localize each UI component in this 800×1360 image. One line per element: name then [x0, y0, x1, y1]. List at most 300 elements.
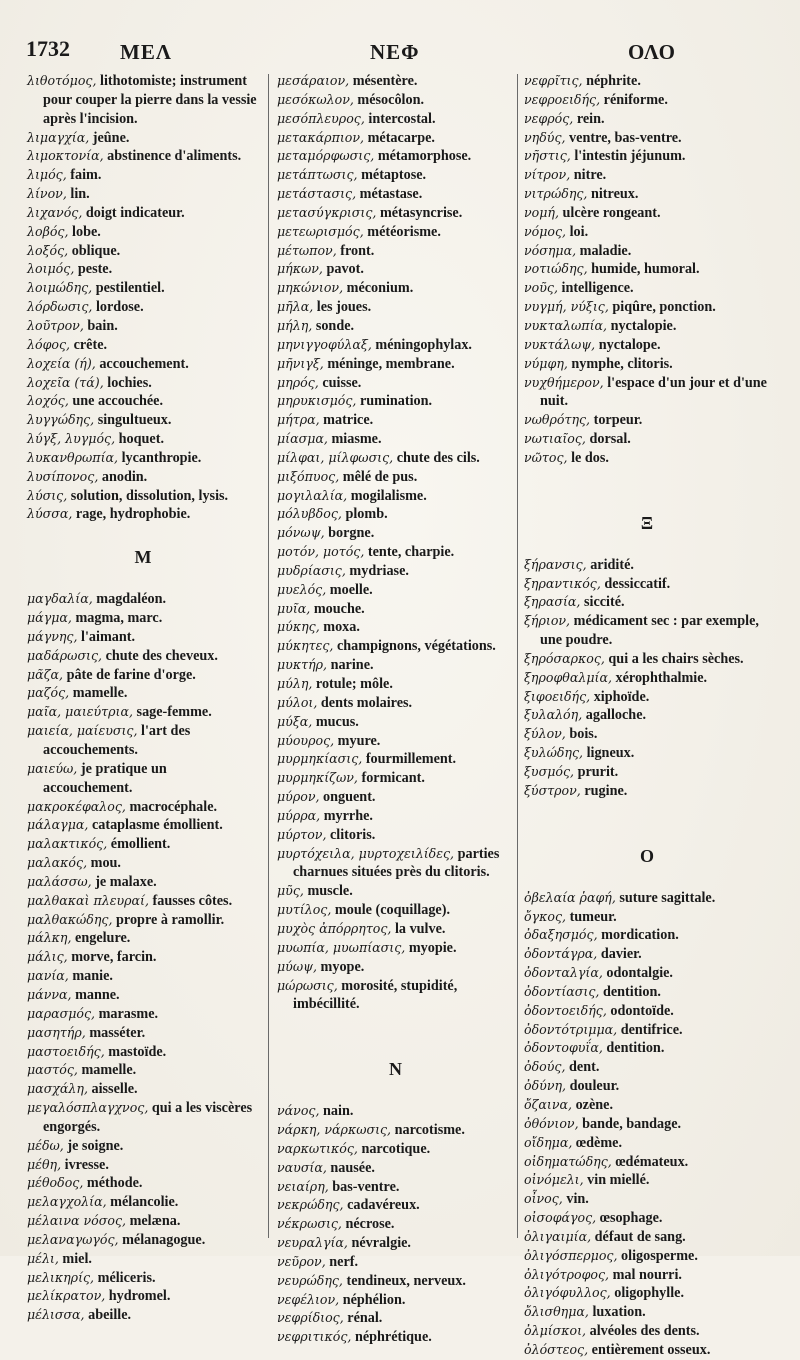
french-definition: alvéoles des dents. — [589, 1323, 700, 1340]
dictionary-entry — [277, 355, 514, 374]
dictionary-entry — [27, 929, 259, 948]
greek-term: ξηροφθαλμία, — [524, 669, 612, 685]
greek-term: νυχθήμερον, — [524, 374, 604, 390]
french-definition: défaut de sang. — [594, 1228, 686, 1245]
greek-term: λύσις, — [27, 487, 68, 503]
french-definition: néphrite. — [586, 73, 641, 89]
french-definition: agalloche. — [585, 707, 647, 724]
french-definition: borgne. — [328, 525, 375, 542]
greek-term: μηνιγγοφύλαξ, — [277, 336, 372, 352]
greek-term: μιξόπυος, — [277, 468, 340, 484]
french-definition: entièrement osseux. — [591, 1341, 711, 1358]
greek-term: μυωπία, μυωπίασις, — [277, 939, 406, 955]
greek-term: μέθοδος, — [27, 1175, 84, 1191]
french-definition: mamelle. — [81, 1062, 137, 1079]
french-definition: mogilalisme. — [350, 487, 427, 504]
greek-term: ὀδύνη, — [524, 1078, 567, 1094]
dictionary-entry — [524, 744, 770, 763]
french-definition: une accouchée. — [72, 393, 164, 410]
dictionary-entry — [27, 468, 259, 487]
french-definition: siccité. — [583, 594, 625, 611]
dictionary-entry — [277, 298, 514, 317]
dictionary-entry — [277, 1196, 514, 1215]
dictionary-entry — [524, 908, 770, 927]
greek-term: μαρασμός, — [27, 1005, 96, 1021]
dictionary-entry — [277, 449, 514, 468]
greek-term: μίασμα, — [277, 431, 328, 447]
greek-term: λοχεία (ή), — [27, 355, 96, 371]
french-definition: miel. — [62, 1250, 92, 1267]
dictionary-entry — [27, 242, 259, 261]
section-letter: O — [639, 845, 654, 866]
greek-term: μυδρίασις, — [277, 562, 346, 578]
dictionary-entry — [27, 1080, 259, 1099]
dictionary-entry — [27, 798, 259, 817]
french-definition: piqûre, ponction. — [612, 299, 716, 316]
french-definition: magma, marc. — [75, 610, 163, 627]
dictionary-entry — [27, 1212, 259, 1231]
dictionary-entry — [27, 703, 259, 722]
greek-term: μύλοι, — [277, 694, 318, 710]
french-definition: nyctalopie. — [610, 317, 677, 334]
dictionary-entry — [27, 298, 259, 317]
french-definition: qui a les viscères engorgés. — [43, 1100, 253, 1135]
greek-term: μυρμηκίζων, — [277, 770, 358, 786]
greek-term: ξηρόσαρκος, — [524, 650, 605, 666]
french-definition: nymphe, clitoris. — [571, 355, 673, 372]
greek-term: νεφέλιον, — [277, 1291, 340, 1307]
dictionary-entry — [524, 1284, 770, 1303]
greek-term: μελαγχολία, — [27, 1194, 107, 1210]
dictionary-entry — [27, 166, 259, 185]
dictionary-entry — [524, 1266, 770, 1285]
dictionary-entry — [524, 650, 770, 669]
dictionary-entry — [27, 590, 259, 609]
greek-term: οἰδηματώδης, — [524, 1153, 612, 1169]
greek-term: μέδω, — [27, 1137, 64, 1153]
greek-term: νῶτος, — [524, 449, 568, 465]
dictionary-entry — [27, 411, 259, 430]
french-definition: parties charnues situées près du clitoris. — [293, 845, 500, 881]
dictionary-entry — [277, 147, 514, 166]
dictionary-entry — [277, 637, 514, 656]
french-definition: narcotique. — [361, 1140, 431, 1157]
french-definition: loi. — [569, 223, 589, 240]
dictionary-entry — [27, 487, 259, 506]
dictionary-entry — [277, 901, 514, 920]
page-number: 1732 — [26, 36, 70, 61]
greek-term: μαστός, — [27, 1062, 78, 1078]
french-definition: je soigne. — [67, 1137, 124, 1154]
dictionary-entry — [524, 91, 770, 110]
greek-term: μελίκρατον, — [27, 1288, 106, 1304]
french-definition: émollient. — [110, 836, 171, 853]
french-definition: bois. — [569, 726, 598, 743]
greek-term: ξυλαλόη, — [524, 707, 583, 723]
greek-term: μύωψ, — [277, 958, 317, 974]
french-definition: la vulve. — [394, 920, 446, 937]
greek-term: μήλη, — [277, 317, 313, 333]
french-definition: méconium. — [346, 280, 414, 297]
dictionary-entry — [27, 430, 259, 449]
french-definition: ulcère rongeant. — [562, 204, 661, 221]
dictionary-entry — [277, 279, 514, 298]
greek-term: ξύστρον, — [524, 782, 581, 798]
french-definition: pâte de farine d'orge. — [66, 666, 196, 683]
dictionary-entry — [277, 750, 514, 769]
greek-term: μεγαλόσπλαγχνος, — [27, 1100, 149, 1116]
french-definition: luxation. — [592, 1304, 646, 1321]
french-definition: pavot. — [326, 261, 364, 278]
greek-term: ξηρασία, — [524, 594, 581, 610]
french-definition: mamelle. — [72, 685, 128, 702]
french-definition: aridité. — [590, 556, 634, 573]
dictionary-entry — [27, 185, 259, 204]
greek-term: μώρωσις, — [277, 977, 338, 993]
french-definition: intelligence. — [561, 280, 634, 297]
greek-term: μυελός, — [277, 581, 327, 597]
french-definition: suture sagittale. — [619, 889, 716, 906]
greek-term: ὀδοντοειδής, — [524, 1002, 607, 1018]
dictionary-entry — [27, 72, 259, 129]
french-definition: davier. — [600, 946, 642, 963]
greek-term: μύρον, — [277, 789, 320, 805]
dictionary-entry — [27, 1005, 259, 1024]
dictionary-entry — [277, 882, 514, 901]
greek-term: νεκρώδης, — [277, 1197, 344, 1213]
dictionary-entry — [524, 242, 770, 261]
dictionary-entry — [277, 505, 514, 524]
greek-term: νοῦς, — [524, 280, 558, 296]
french-definition: clitoris. — [330, 826, 376, 843]
greek-term: μάλαγμα, — [27, 817, 89, 833]
dictionary-entry — [524, 1303, 770, 1322]
dictionary-entry — [524, 964, 770, 983]
french-definition: l'art des accouchements. — [43, 723, 191, 758]
dictionary-entry — [277, 675, 514, 694]
greek-term: νάνος, — [277, 1103, 320, 1119]
greek-term: μάγμα, — [27, 610, 72, 626]
greek-term: νομή, — [524, 204, 559, 220]
dictionary-entry — [524, 1153, 770, 1172]
greek-term: λοῦτρον, — [27, 317, 84, 333]
greek-term: ὀδούς, — [524, 1059, 566, 1075]
left-running-head: ΜΕΛ — [120, 40, 172, 64]
greek-term: μηρός, — [277, 374, 319, 390]
french-definition: manne. — [75, 986, 120, 1003]
french-definition: dentition. — [606, 1040, 665, 1057]
french-definition: lycanthropie. — [121, 449, 202, 466]
greek-term: λόρδωσις, — [27, 299, 93, 315]
greek-term: μυτίλος, — [277, 902, 332, 918]
dictionary-entry — [524, 593, 770, 612]
french-definition: cataplasme émollient. — [91, 817, 223, 834]
dictionary-entry — [277, 1178, 514, 1197]
dictionary-entry — [524, 1134, 770, 1153]
greek-term: ὀλιγόσπερμος, — [524, 1247, 618, 1263]
dictionary-entry — [27, 260, 259, 279]
dictionary-entry — [524, 556, 770, 575]
french-definition: muscle. — [307, 883, 353, 900]
dictionary-entry — [277, 1121, 514, 1140]
french-definition: solution, dissolution, lysis. — [70, 487, 229, 504]
dictionary-entry — [27, 204, 259, 223]
dictionary-entry — [27, 1231, 259, 1250]
dictionary-entry — [27, 1024, 259, 1043]
greek-term: μῦς, — [277, 883, 304, 899]
dictionary-entry — [277, 581, 514, 600]
section-letter: Ξ — [640, 512, 654, 533]
dictionary-entry — [27, 1306, 259, 1325]
greek-term: μήκων, — [277, 261, 323, 277]
french-definition: métacarpe. — [367, 129, 435, 146]
greek-term: μυρμηκίασις, — [277, 751, 363, 767]
greek-term: λοιμώδης, — [27, 280, 93, 296]
greek-term: μάννα, — [27, 986, 72, 1002]
greek-term: μύρτον, — [277, 826, 327, 842]
french-definition: morve, farcin. — [71, 949, 157, 966]
greek-term: νεφροειδής, — [524, 91, 601, 107]
greek-term: νυκταλωπία, — [524, 317, 608, 333]
greek-term: ξύλον, — [524, 726, 566, 742]
french-definition: ivresse. — [64, 1156, 109, 1173]
french-definition: chute des cheveux. — [105, 647, 218, 664]
greek-term: μασχάλη, — [27, 1081, 88, 1097]
dictionary-entry — [524, 147, 770, 166]
greek-term: λύσσα, — [27, 506, 73, 522]
right-running-head: ΟΛΟ — [628, 40, 676, 64]
dictionary-entry — [277, 392, 514, 411]
french-definition: je malaxe. — [95, 873, 157, 890]
dictionary-entry — [277, 430, 514, 449]
greek-term: μετεωρισμός, — [277, 223, 364, 239]
greek-term: νίτρον, — [524, 167, 571, 183]
dictionary-entry — [277, 694, 514, 713]
greek-term: ξιφοειδής, — [524, 688, 591, 704]
greek-term: μίλφαι, μίλφωσις, — [277, 449, 394, 465]
greek-term: μελαναγωγός, — [27, 1231, 119, 1247]
french-definition: propre à ramollir. — [116, 911, 225, 928]
french-definition: tumeur. — [569, 908, 617, 925]
dictionary-entry — [524, 430, 770, 449]
greek-term: οἴδημα, — [524, 1134, 573, 1150]
section-letter: N — [389, 1059, 402, 1080]
dictionary-entry — [27, 129, 259, 148]
dictionary-entry — [27, 1250, 259, 1269]
french-definition: fausses côtes. — [152, 892, 233, 909]
french-definition: métaptose. — [361, 167, 427, 184]
french-definition: lithotomiste; instrument pour couper la pierre dans la vessie après l'incision. — [43, 73, 257, 127]
french-definition: miasme. — [331, 431, 382, 448]
dictionary-entry — [277, 110, 514, 129]
dictionary-entry — [524, 223, 770, 242]
greek-term: μαιεία, μαίευσις, — [27, 723, 138, 739]
greek-term: νύμφη, — [524, 355, 568, 371]
french-definition: je pratique un accouchement. — [43, 760, 167, 796]
dictionary-entry — [277, 374, 514, 393]
greek-term: νόμος, — [524, 223, 567, 239]
greek-term: μυρτόχειλα, μυρτοχειλίδες, — [277, 845, 455, 861]
dictionary-entry — [27, 816, 259, 835]
french-definition: anodin. — [101, 468, 148, 485]
dictionary-entry — [277, 524, 514, 543]
french-definition: morosité, stupidité, imbécillité. — [293, 977, 458, 1013]
greek-term: μέλι, — [27, 1250, 59, 1266]
dictionary-entry — [27, 1269, 259, 1288]
french-definition: nitre. — [573, 167, 607, 184]
french-definition: humide, humoral. — [591, 261, 700, 278]
dictionary-entry — [524, 1021, 770, 1040]
french-definition: dent. — [569, 1059, 600, 1076]
greek-term: μογιλαλία, — [277, 487, 348, 503]
dictionary-entry — [277, 958, 514, 977]
french-definition: rein. — [576, 110, 605, 127]
dictionary-entry — [27, 1137, 259, 1156]
greek-term: μέλισσα, — [27, 1307, 85, 1323]
french-definition: rugine. — [584, 782, 628, 799]
french-definition: nerf. — [329, 1253, 359, 1270]
greek-term: μελικηρίς, — [27, 1269, 95, 1285]
french-definition: métastase. — [359, 186, 423, 203]
greek-term: μετασύγκρισις, — [277, 204, 377, 220]
greek-term: ὀλόστεος, — [524, 1341, 589, 1357]
french-definition: pestilentiel. — [95, 280, 165, 297]
column-rule-left — [268, 74, 269, 1238]
greek-term: νυκτάλωψ, — [524, 336, 596, 352]
dictionary-entry — [277, 223, 514, 242]
french-definition: les joues. — [316, 299, 372, 316]
dictionary-entry — [524, 983, 770, 1002]
dictionary-entry — [524, 1039, 770, 1058]
greek-term: λιμός, — [27, 167, 67, 183]
dictionary-entry — [27, 835, 259, 854]
french-definition: dents molaires. — [320, 694, 413, 711]
french-definition: lobe. — [72, 223, 101, 240]
greek-term: λοξός, — [27, 242, 69, 258]
dictionary-entry — [277, 807, 514, 826]
greek-term: ξυσμός, — [524, 764, 575, 779]
french-definition: mêlé de pus. — [342, 468, 418, 485]
dictionary-entry — [27, 760, 259, 798]
french-definition: vin miellé. — [587, 1172, 650, 1189]
greek-term: μύκητες, — [277, 638, 334, 654]
dictionary-entry — [27, 609, 259, 628]
greek-term: νεφριτικός, — [277, 1329, 352, 1345]
greek-term: μηκώνιον, — [277, 280, 344, 296]
dictionary-entry — [524, 1077, 770, 1096]
french-definition: douleur. — [569, 1078, 620, 1095]
dictionary-entry — [27, 722, 259, 760]
greek-term: ὄλισθημα, — [524, 1304, 589, 1320]
greek-term: λοχεῖα (τά), — [27, 374, 104, 390]
dictionary-entry — [524, 725, 770, 744]
dictionary-entry — [277, 939, 514, 958]
dictionary-entry — [524, 129, 770, 148]
french-definition: odontalgie. — [606, 965, 673, 982]
dictionary-entry — [524, 669, 770, 688]
dictionary-entry — [277, 1234, 514, 1253]
greek-term: μᾶζα, — [27, 666, 64, 682]
dictionary-entry — [524, 612, 770, 650]
french-definition: mélanagogue. — [122, 1231, 206, 1248]
french-definition: magdaléon. — [96, 591, 167, 608]
french-definition: torpeur. — [593, 412, 643, 429]
column-rule-right — [517, 74, 518, 1238]
greek-term: μῆνιγξ, — [277, 355, 324, 371]
greek-term: νευραλγία, — [277, 1235, 348, 1251]
dictionary-entry — [524, 279, 770, 298]
greek-term: μεσόπλευρος, — [277, 110, 365, 126]
dictionary-entry — [524, 1171, 770, 1190]
dictionary-entry — [277, 1309, 514, 1328]
greek-term: νεφρός, — [524, 110, 574, 126]
dictionary-entry — [277, 543, 514, 562]
french-definition: masséter. — [89, 1024, 146, 1041]
dictionary-entry — [524, 1228, 770, 1247]
french-definition: abstinence d'aliments. — [107, 148, 242, 165]
french-definition: l'intestin jéjunum. — [574, 148, 686, 165]
dictionary-entry — [524, 110, 770, 129]
french-definition: front. — [340, 242, 375, 259]
dictionary-entry — [277, 185, 514, 204]
greek-term: λιχανός, — [27, 204, 83, 220]
dictionary-entry — [524, 1058, 770, 1077]
dictionary-entry — [27, 948, 259, 967]
dictionary-entry — [277, 1272, 514, 1291]
french-definition: métasyncrise. — [379, 204, 463, 221]
dictionary-entry — [277, 1328, 514, 1347]
french-definition: singultueux. — [97, 412, 172, 429]
dictionary-entry — [27, 628, 259, 647]
dictionary-entry — [27, 317, 259, 336]
greek-term: μαλθακαὶ πλευραί, — [27, 892, 149, 908]
greek-term: μέλαινα νόσος, — [27, 1213, 127, 1229]
dictionary-entry — [524, 449, 770, 468]
dictionary-entry — [27, 967, 259, 986]
greek-term: μύρρα, — [277, 807, 321, 823]
dictionary-entry — [277, 166, 514, 185]
greek-term: λυκανθρωπία, — [27, 449, 119, 465]
greek-term: μαγδαλία, — [27, 591, 93, 607]
greek-term: λιθοτόμος, — [27, 73, 97, 88]
french-definition: le dos. — [571, 449, 609, 466]
dictionary-entry — [524, 72, 770, 91]
french-definition: champignons, végétations. — [336, 638, 496, 655]
french-definition: plomb. — [345, 506, 388, 523]
french-definition: mésocôlon. — [357, 91, 425, 108]
dictionary-entry — [27, 911, 259, 930]
greek-term: νωθρότης, — [524, 412, 591, 428]
greek-term: μαῖα, μαιεύτρια, — [27, 704, 133, 720]
french-definition: onguent. — [323, 789, 376, 806]
dictionary-entry — [524, 317, 770, 336]
french-definition: melæna. — [129, 1213, 181, 1230]
french-definition: oligosperme. — [621, 1247, 698, 1264]
greek-term: λοβός, — [27, 223, 69, 239]
dictionary-entry — [524, 763, 770, 782]
dictionary-entry — [524, 1341, 770, 1360]
dictionary-entry — [524, 166, 770, 185]
column-2 — [277, 72, 514, 1346]
dictionary-entry — [27, 647, 259, 666]
greek-term: μόλυβδος, — [277, 506, 342, 522]
french-definition: cadavéreux. — [347, 1197, 420, 1214]
greek-term: νεῦρον, — [277, 1253, 326, 1269]
greek-term: νοτιώδης, — [524, 261, 588, 277]
french-definition: accouchement. — [99, 355, 189, 372]
french-definition: odontoïde. — [610, 1002, 674, 1019]
french-definition: ventre, bas-ventre. — [569, 129, 682, 146]
